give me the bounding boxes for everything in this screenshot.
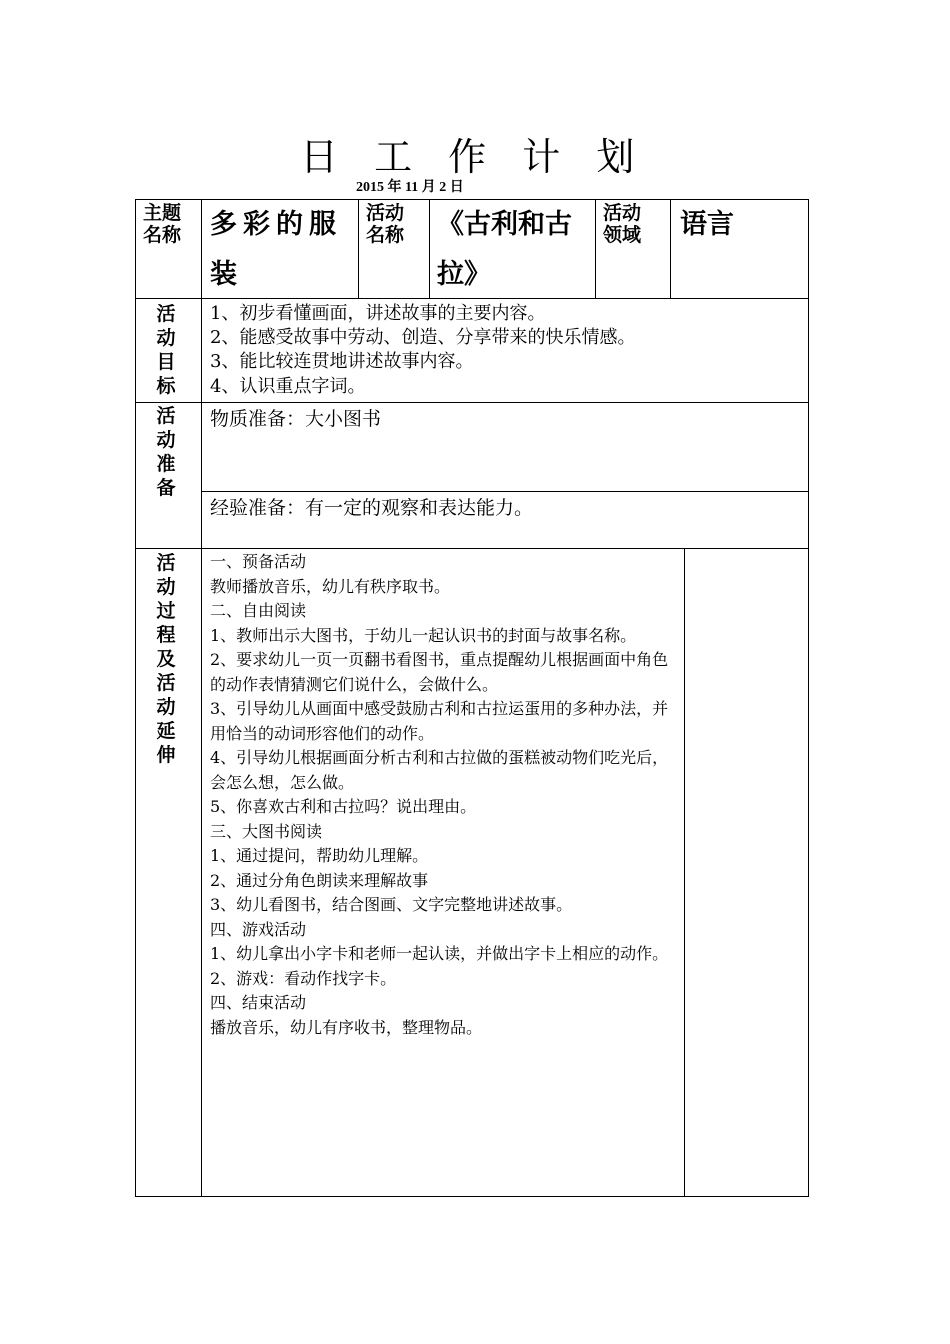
goal-item: 3、能比较连贯地讲述故事内容。 — [210, 351, 474, 372]
table-divider — [135, 548, 809, 549]
process-content — [210, 550, 680, 1040]
table-divider — [135, 402, 809, 403]
theme-value: 多彩的服装 — [210, 209, 342, 290]
process-line: 2、游戏：看动作找字卡。 — [210, 968, 397, 988]
table-divider — [670, 199, 671, 299]
process-line: 2、通过分角色朗读来理解故事 — [210, 870, 429, 890]
process-line: 二、自由阅读 — [210, 601, 307, 620]
material-preparation: 物质准备：大小图书 — [210, 408, 382, 430]
process-line: 3、引导幼儿从画面中感受鼓励古利和古拉运蛋用的多种办法，并用恰当的动词形容他们的动作。 — [210, 699, 669, 743]
domain-label: 活动领域 — [603, 202, 642, 246]
process-line: 2、要求幼儿一页一页翻书看图书，重点提醒幼儿根据画面中角色的动作表情猜测它们说什么，会做什么。 — [210, 650, 669, 694]
process-line: 四、游戏活动 — [210, 919, 307, 939]
date: 2015 年 11 月 2 日 — [356, 180, 464, 195]
process-line: 3、幼儿看图书，结合图画、文字完整地讲述故事。 — [210, 895, 573, 914]
process-line: 1、通过提问，帮助幼儿理解。 — [210, 846, 429, 865]
activity-value: 《古利和古拉》 — [437, 209, 572, 290]
process-line: 1、教师出示大图书，于幼儿一起认识书的封面与故事名称。 — [210, 625, 637, 645]
goal-item: 4、认识重点字词。 — [210, 376, 366, 397]
preparation-label: 活动准备 — [156, 405, 176, 499]
goal-item: 2、能感受故事中劳动、创造、分享带来的快乐情感。 — [210, 327, 636, 348]
process-line: 三、大图书阅读 — [210, 821, 323, 841]
goal-item: 1、初步看懂画面，讲述故事的主要内容。 — [210, 303, 546, 324]
process-line: 5、你喜欢古利和古拉吗？说出理由。 — [210, 797, 477, 816]
theme-label: 主题名称 — [143, 202, 182, 246]
experience-preparation: 经验准备：有一定的观察和表达能力。 — [210, 497, 534, 519]
domain-value: 语言 — [680, 209, 734, 240]
process-line: 一、预备活动 — [210, 552, 307, 571]
table-divider — [201, 199, 202, 1197]
table-divider — [358, 199, 359, 299]
activity-label: 活动名称 — [366, 202, 405, 246]
table-border-right — [808, 199, 809, 1197]
goals-label: 活动目标 — [156, 303, 176, 397]
table-divider — [684, 548, 685, 1197]
table-border-bottom — [135, 1196, 809, 1197]
process-line: 四、结束活动 — [210, 993, 307, 1012]
table-divider — [595, 199, 596, 299]
table-divider — [201, 491, 809, 492]
process-line: 1、幼儿拿出小字卡和老师一起认读，并做出字卡上相应的动作。 — [210, 944, 669, 963]
page-title: 日 工 作 计 划 — [300, 135, 647, 179]
process-line: 教师播放音乐，幼儿有秩序取书。 — [210, 576, 451, 596]
table-border-left — [135, 199, 136, 1197]
process-label: 活动过程及活动延伸 — [156, 552, 176, 766]
process-line: 播放音乐，幼儿有序收书，整理物品。 — [210, 1017, 483, 1037]
process-line: 4、引导幼儿根据画面分析古利和古拉做的蛋糕被动物们吃光后，会怎么想，怎么做。 — [210, 748, 669, 792]
table-divider — [429, 199, 430, 299]
